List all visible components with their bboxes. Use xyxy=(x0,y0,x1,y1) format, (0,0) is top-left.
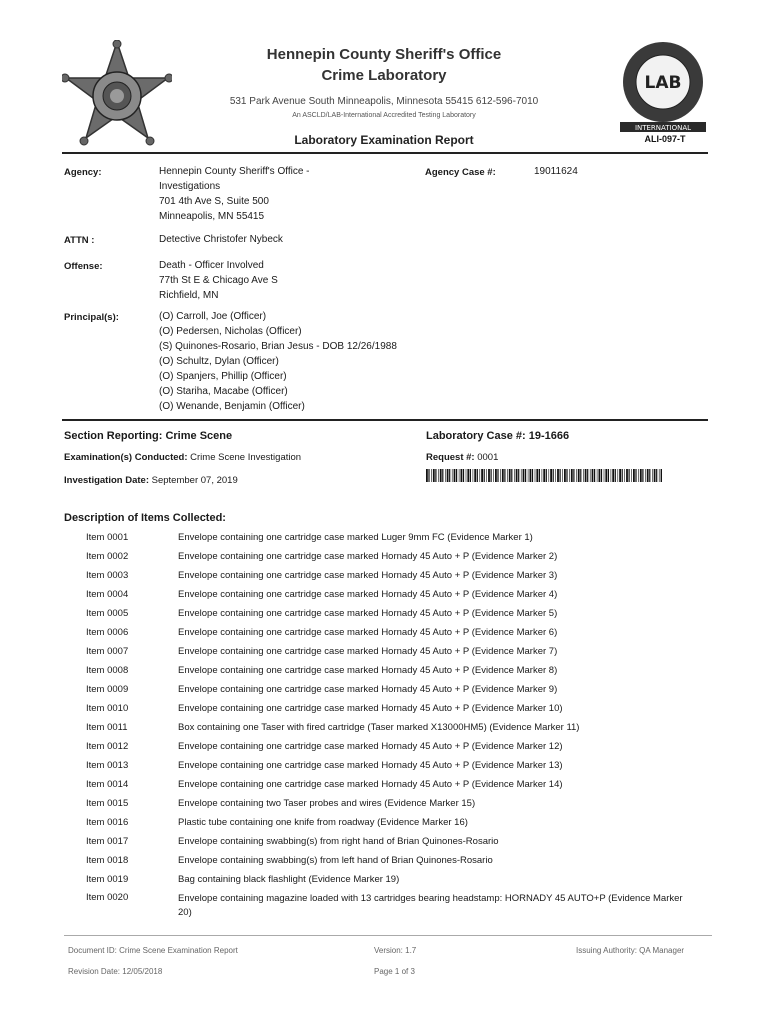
principal-entry: (O) Pedersen, Nicholas (Officer) xyxy=(159,326,302,337)
item-row xyxy=(86,585,686,604)
item-row xyxy=(86,699,686,718)
item-description: Envelope containing one cartridge case marked Hornady 45 Auto + P (Evidence Marker 5) xyxy=(178,607,558,619)
accreditation-text: An ASCLD/LAB-International Accredited Testing Laboratory xyxy=(292,112,476,119)
item-id: Item 0018 xyxy=(86,855,129,866)
org-title: Hennepin County Sheriff's Office xyxy=(266,46,502,63)
item-row xyxy=(86,832,686,851)
items-list xyxy=(86,528,686,923)
principal-entry: (O) Stariha, Macabe (Officer) xyxy=(159,386,288,397)
item-id: Item 0017 xyxy=(86,836,129,847)
request-number xyxy=(426,452,498,463)
item-description: Bag containing black flashlight (Evidence Marker 19) xyxy=(178,873,400,885)
principal-entry: (S) Quinones-Rosario, Brian Jesus - DOB 12/26/1988 xyxy=(159,341,397,352)
principal-entry: (O) Schultz, Dylan (Officer) xyxy=(159,356,279,367)
request-barcode xyxy=(426,469,662,482)
agency-line: 701 4th Ave S, Suite 500 xyxy=(159,196,269,207)
item-description: Envelope containing one cartridge case marked Hornady 45 Auto + P (Evidence Marker 10) xyxy=(178,702,563,714)
item-row xyxy=(86,566,686,585)
item-description: Plastic tube containing one knife from roadway (Evidence Marker 16) xyxy=(178,816,468,828)
principals-label: Principal(s): xyxy=(64,312,119,323)
item-description: Envelope containing swabbing(s) from left hand of Brian Quinones-Rosario xyxy=(178,854,493,866)
org-address: 531 Park Avenue South Minneapolis, Minnesota 55415 612-596-7010 xyxy=(229,96,539,107)
lab-case-value: 19-1666 xyxy=(528,430,570,442)
issuing-authority: Issuing Authority: QA Manager xyxy=(576,946,685,955)
item-id: Item 0009 xyxy=(86,684,129,695)
item-id: Item 0011 xyxy=(86,722,128,733)
item-description: Envelope containing one cartridge case marked Hornady 45 Auto + P (Evidence Marker 2) xyxy=(178,550,558,562)
item-description: Envelope containing one cartridge case marked Hornady 45 Auto + P (Evidence Marker 13) xyxy=(178,759,563,771)
principal-entry: (O) Wenande, Benjamin (Officer) xyxy=(159,401,305,412)
exam-label: Examination(s) Conducted: xyxy=(64,452,188,463)
section-reporting-value: Crime Scene xyxy=(165,430,233,442)
lab-case-number xyxy=(426,430,569,442)
item-description: Envelope containing one cartridge case marked Hornady 45 Auto + P (Evidence Marker 7) xyxy=(178,645,558,657)
examinations-conducted xyxy=(64,452,301,463)
item-row xyxy=(86,756,686,775)
item-id: Item 0012 xyxy=(86,741,129,752)
report-title: Laboratory Examination Report xyxy=(294,133,474,147)
item-id: Item 0019 xyxy=(86,874,129,885)
item-description: Envelope containing swabbing(s) from right hand of Brian Quinones-Rosario xyxy=(178,835,499,847)
item-row xyxy=(86,870,686,889)
item-description: Envelope containing one cartridge case marked Hornady 45 Auto + P (Evidence Marker 14) xyxy=(178,778,563,790)
item-row xyxy=(86,528,686,547)
exam-value: Crime Scene Investigation xyxy=(190,452,302,463)
item-row xyxy=(86,775,686,794)
attn-label: ATTN : xyxy=(64,235,95,246)
item-id: Item 0014 xyxy=(86,779,129,790)
investigation-date xyxy=(64,475,238,486)
item-row xyxy=(86,661,686,680)
item-id: Item 0006 xyxy=(86,627,129,638)
attn-value: Detective Christofer Nybeck xyxy=(159,234,283,245)
agency-line: Minneapolis, MN 55415 xyxy=(159,211,265,222)
request-value: 0001 xyxy=(477,452,499,463)
offense-value xyxy=(159,258,278,303)
ali-seal-inner-text: LAB xyxy=(644,73,682,93)
agency-value xyxy=(159,164,310,224)
page-number: Page 1 of 3 xyxy=(374,967,415,976)
item-row xyxy=(86,794,686,813)
revision-date: Revision Date: 12/05/2018 xyxy=(68,967,163,976)
principal-entry: (O) Spanjers, Phillip (Officer) xyxy=(159,371,287,382)
item-description: Envelope containing one cartridge case marked Hornady 45 Auto + P (Evidence Marker 9) xyxy=(178,683,558,695)
item-row xyxy=(86,642,686,661)
request-label: Request #: xyxy=(426,452,475,463)
document-version: Version: 1.7 xyxy=(374,946,417,955)
accreditation-seal xyxy=(616,40,710,148)
item-id: Item 0003 xyxy=(86,570,129,581)
item-description: Envelope containing one cartridge case marked Hornady 45 Auto + P (Evidence Marker 8) xyxy=(178,664,558,676)
item-id: Item 0005 xyxy=(86,608,129,619)
item-description: Envelope containing one cartridge case marked Hornady 45 Auto + P (Evidence Marker 12) xyxy=(178,740,563,752)
ali-seal-band-text: INTERNATIONAL xyxy=(634,124,692,132)
item-id: Item 0007 xyxy=(86,646,129,657)
item-id: Item 0010 xyxy=(86,703,129,714)
item-row xyxy=(86,813,686,832)
agency-line: Investigations xyxy=(159,181,221,192)
item-id: Item 0002 xyxy=(86,551,129,562)
item-id: Item 0001 xyxy=(86,532,129,543)
item-row xyxy=(86,718,686,737)
principal-entry: (O) Carroll, Joe (Officer) xyxy=(159,311,267,322)
item-row xyxy=(86,889,686,923)
item-description: Envelope containing one cartridge case marked Hornady 45 Auto + P (Evidence Marker 4) xyxy=(178,588,558,600)
offense-line: Death - Officer Involved xyxy=(159,260,264,271)
item-description: Envelope containing two Taser probes and wires (Evidence Marker 15) xyxy=(178,797,476,809)
item-description: Envelope containing one cartridge case marked Luger 9mm FC (Evidence Marker 1) xyxy=(178,531,533,543)
lab-case-label: Laboratory Case #: xyxy=(426,430,526,442)
offense-label: Offense: xyxy=(64,261,103,272)
section-divider xyxy=(62,419,708,421)
sheriff-star-seal xyxy=(62,40,172,148)
section-reporting xyxy=(64,430,232,442)
offense-line: 77th St E & Chicago Ave S xyxy=(159,275,278,286)
item-id: Item 0004 xyxy=(86,589,129,600)
items-title: Description of Items Collected: xyxy=(64,512,226,524)
agency-case-value: 19011624 xyxy=(534,166,578,177)
footer-divider xyxy=(64,935,712,936)
item-row xyxy=(86,851,686,870)
offense-line: Richfield, MN xyxy=(159,290,219,301)
item-id: Item 0020 xyxy=(86,892,129,903)
item-id: Item 0016 xyxy=(86,817,129,828)
agency-label: Agency: xyxy=(64,167,102,178)
item-id: Item 0015 xyxy=(86,798,129,809)
item-row xyxy=(86,623,686,642)
item-id: Item 0008 xyxy=(86,665,129,676)
header-divider xyxy=(62,152,708,154)
item-description: Envelope containing one cartridge case marked Hornady 45 Auto + P (Evidence Marker 3) xyxy=(178,569,558,581)
item-row xyxy=(86,604,686,623)
lab-title: Crime Laboratory xyxy=(321,67,447,84)
section-reporting-label: Section Reporting: xyxy=(64,430,163,442)
item-description: Box containing one Taser with fired cartridge (Taser marked X13000HM5) (Evidence Marker 11) xyxy=(178,721,580,733)
agency-case-label: Agency Case #: xyxy=(425,167,496,178)
agency-line: Hennepin County Sheriff's Office - xyxy=(159,166,310,177)
principals-list xyxy=(159,309,397,414)
certificate-code: ALI-097-T xyxy=(644,134,686,144)
item-description: Envelope containing magazine loaded with 13 cartridges bearing headstamp: HORNADY 45 AUTO+P (Evidence Marker 20) xyxy=(178,893,683,918)
item-id: Item 0013 xyxy=(86,760,129,771)
inv-date-value: September 07, 2019 xyxy=(151,475,238,486)
inv-date-label: Investigation Date: xyxy=(64,475,149,486)
item-row xyxy=(86,680,686,699)
item-description: Envelope containing one cartridge case marked Hornady 45 Auto + P (Evidence Marker 6) xyxy=(178,626,558,638)
document-id: Document ID: Crime Scene Examination Report xyxy=(68,946,238,955)
item-row xyxy=(86,737,686,756)
item-row xyxy=(86,547,686,566)
